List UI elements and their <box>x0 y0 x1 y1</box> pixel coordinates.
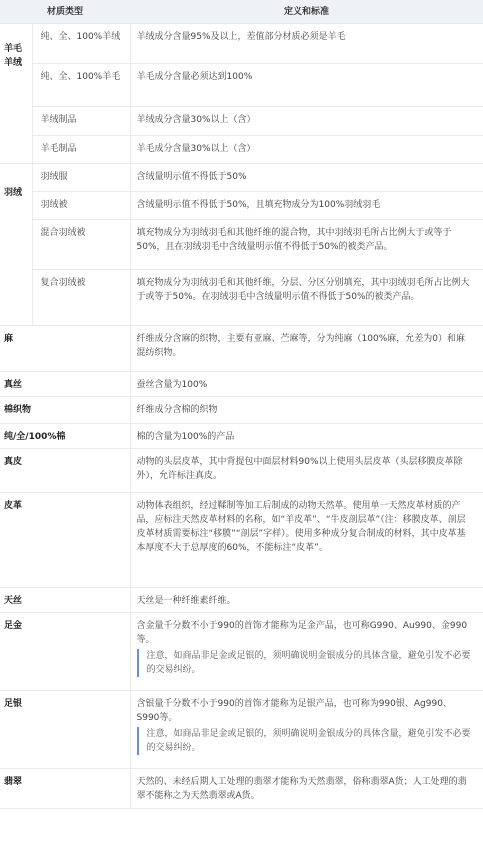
table-row <box>0 107 483 136</box>
definition-text: 含金量千分数不小于990的首饰才能称为足金产品，也可称G990、Au990、金990等。 <box>136 621 468 645</box>
definition: 羊绒成分含量30%以上（含） <box>130 107 483 136</box>
category-pure-cotton: 纯/全/100%棉 <box>0 424 130 449</box>
category-pure-silver: 足银 <box>0 691 130 769</box>
definition: 天丝是一种纤维素纤维。 <box>130 588 483 613</box>
table-row <box>0 588 483 613</box>
subcategory: 羊绒制品 <box>32 107 130 136</box>
definition <box>130 691 483 769</box>
table-row <box>0 613 483 691</box>
subcategory: 纯、全、100%羊绒 <box>32 24 130 64</box>
definition: 含绒量明示值不得低于50%，且填充物成分为100%羽绒羽毛 <box>130 192 483 220</box>
definition: 纤维成分含棉的织物 <box>130 397 483 424</box>
definition: 羊绒成分含量95%及以上，差值部分材质必须是羊毛 <box>130 24 483 64</box>
definition: 填充物成分为羽绒羽毛和其他纤维，分层、分区分别填充，其中羽绒羽毛所占比例大于或等于50%。在羽绒羽毛中含绒量明示值不得低于50%的被类产品。 <box>130 270 483 326</box>
subcategory: 羊毛制品 <box>32 136 130 164</box>
definition <box>130 613 483 691</box>
category-silk: 真丝 <box>0 372 130 397</box>
table-row <box>0 326 483 372</box>
category-wool: 羊毛 羊绒 <box>0 24 32 164</box>
definition-text: 含银量千分数不小于990的首饰才能称为足银产品，也可称为990银、Ag990、S990等。 <box>136 699 452 723</box>
category-tencel: 天丝 <box>0 588 130 613</box>
subcategory: 羽绒服 <box>32 164 130 192</box>
table-row <box>0 64 483 107</box>
table-row <box>0 192 483 220</box>
table-row <box>0 372 483 397</box>
note-callout: 注意，如商品非足金或足银的，须明确说明金银成分的具体含量，避免引发不必要的交易纠纷。 <box>137 649 474 677</box>
definition: 天然的、未经后期人工处理的翡翠才能称为天然翡翠，俗称翡翠A货；人工处理的翡翠不能称之为天然翡翠或A货。 <box>130 769 483 809</box>
category-genuine-leather: 真皮 <box>0 449 130 493</box>
definition: 填充物成分为羽绒羽毛和其他纤维的混合物，其中羽绒羽毛所占比例大于或等于50%，且在羽绒羽毛中含绒量明示值不得低于50%的被类产品。 <box>130 220 483 270</box>
definition: 含绒量明示值不得低于50% <box>130 164 483 192</box>
table-row <box>0 136 483 164</box>
category-down: 羽绒 <box>0 164 32 326</box>
note-callout: 注意，如商品非足金或足银的，须明确说明金银成分的具体含量，避免引发不必要的交易纠纷。 <box>137 727 474 755</box>
category-pure-gold: 足金 <box>0 613 130 691</box>
definition: 动物的头层皮革，其中背提包中面层材料90%以上使用头层皮革（头层移膜皮革除外），允许标注真皮。 <box>130 449 483 493</box>
definition: 棉的含量为100%的产品 <box>130 424 483 449</box>
category-hemp: 麻 <box>0 326 130 372</box>
definition: 羊毛成分含量必须达到100% <box>130 64 483 107</box>
header-material-type: 材质类型 <box>0 0 130 24</box>
table-row <box>0 493 483 588</box>
table-row <box>0 424 483 449</box>
table-row <box>0 769 483 809</box>
table-row <box>0 220 483 270</box>
table-row <box>0 691 483 769</box>
definition: 羊毛成分含量30%以上（含） <box>130 136 483 164</box>
subcategory: 复合羽绒被 <box>32 270 130 326</box>
category-jadeite: 翡翠 <box>0 769 130 809</box>
definition: 蚕丝含量为100% <box>130 372 483 397</box>
subcategory: 混合羽绒被 <box>32 220 130 270</box>
subcategory: 羽绒被 <box>32 192 130 220</box>
definition: 纤维成分含麻的织物，主要有亚麻、苎麻等，分为纯麻（100%麻，允差为0）和麻混纺织物。 <box>130 326 483 372</box>
table-header-row <box>0 0 483 24</box>
table-row <box>0 397 483 424</box>
table-row <box>0 24 483 64</box>
table-row <box>0 270 483 326</box>
table-row <box>0 164 483 192</box>
header-definition: 定义和标准 <box>130 0 483 24</box>
table-row <box>0 449 483 493</box>
category-cotton-fabric: 棉织物 <box>0 397 130 424</box>
definition: 动物体表组织，经过鞣制等加工后制成的动物天然革。使用单一天然皮革材质的产品，应标注天然皮革材料的名称，如“羊皮革”、“牛皮剖层革”（注：移膜皮革、剖层皮革材质需要标注“移膜”“剖层”字样）。使用多种成分复合制成的材料，其中皮革基本厚度不大于总厚度的60%，不能标注“皮革”。 <box>130 493 483 588</box>
category-leather: 皮革 <box>0 493 130 588</box>
subcategory: 纯、全、100%羊毛 <box>32 64 130 107</box>
